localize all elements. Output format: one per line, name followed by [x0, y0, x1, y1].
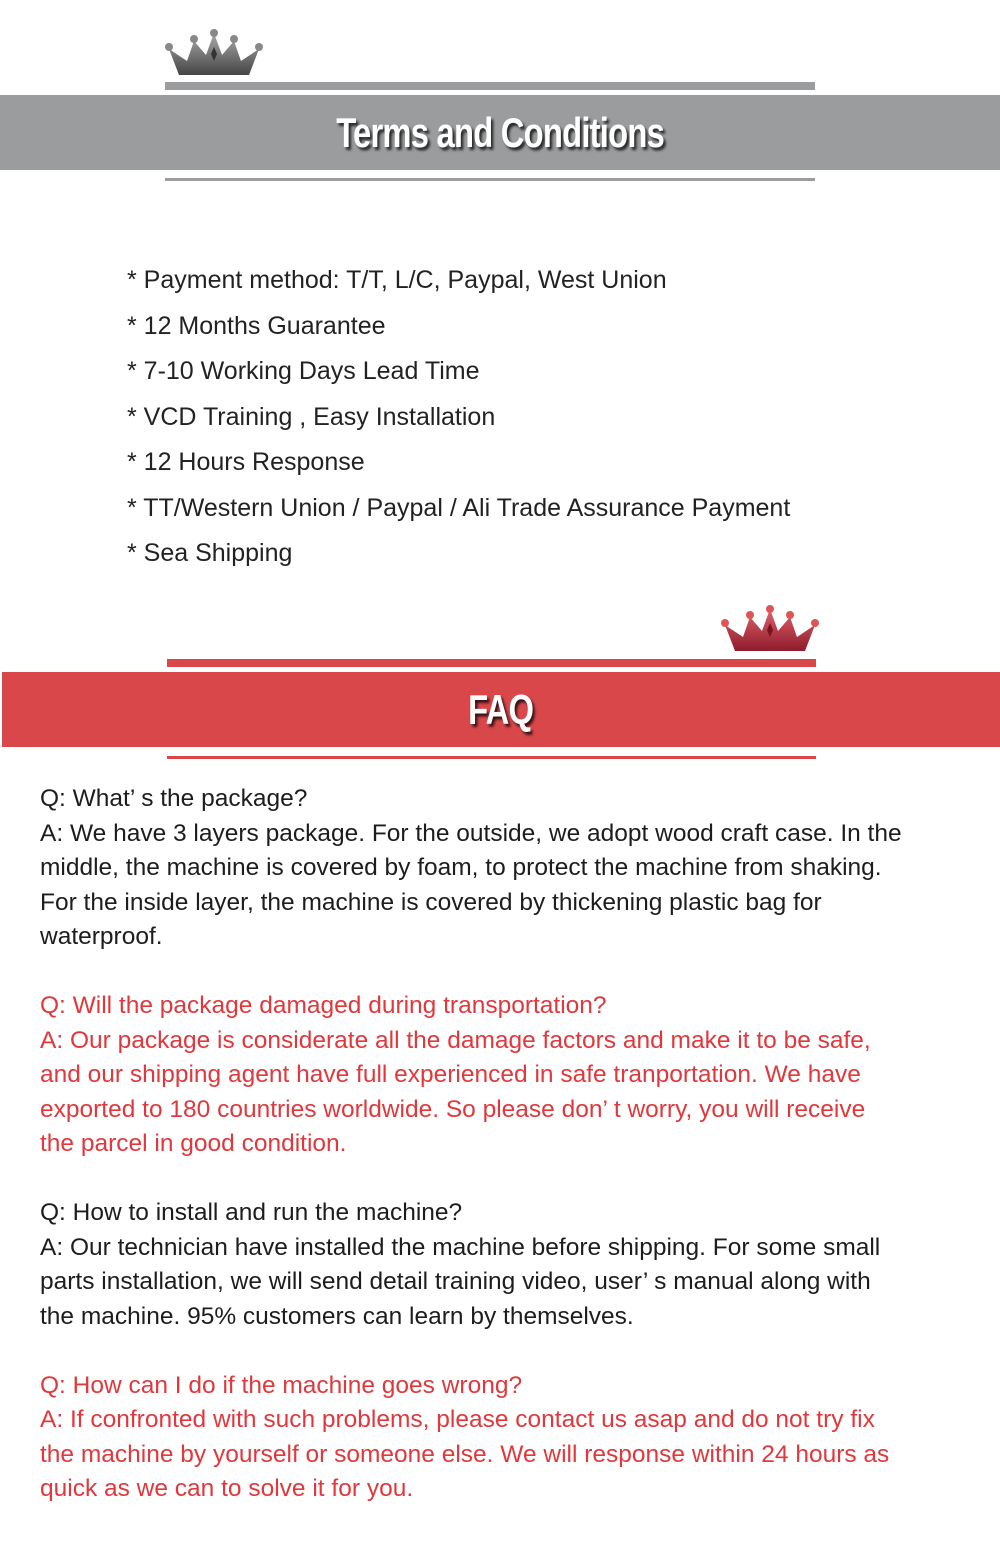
terms-item: * 7-10 Working Days Lead Time	[127, 357, 480, 385]
faq-answer-line: parts installation, we will send detail training video, user’ s manual along with	[40, 1268, 871, 1295]
faq-answer-line: A: Our technician have installed the machine before shipping. For some small	[40, 1233, 881, 1261]
faq-answer-line: A: If confronted with such problems, please contact us asap and do not try fix	[40, 1406, 875, 1433]
terms-item: * Payment method: T/T, L/C, Paypal, West Union	[127, 266, 667, 294]
terms-title: Terms and Conditions	[336, 108, 664, 156]
faq-rule-bottom	[167, 756, 816, 759]
terms-banner	[0, 95, 1000, 170]
faq-list	[40, 781, 902, 1506]
crown-icon	[165, 29, 263, 79]
faq-answer-line: For the inside layer, the machine is covered by thickening plastic bag for	[40, 888, 822, 916]
header-rule-top	[165, 82, 815, 90]
faq-question: Q: How can I do if the machine goes wrong?	[40, 1371, 523, 1399]
faq-answer-line: the machine by yourself or someone else. We will response within 24 hours as	[40, 1440, 890, 1468]
faq-rule-top	[167, 659, 816, 667]
faq-title: FAQ	[468, 685, 534, 733]
faq-answer-line: A: We have 3 layers package. For the outside, we adopt wood craft case. In the	[40, 819, 902, 847]
terms-list	[127, 262, 790, 581]
terms-item: * TT/Western Union / Paypal / Ali Trade Assurance Payment	[127, 493, 791, 522]
crown-icon	[721, 605, 819, 655]
faq-question: Q: How to install and run the machine?	[40, 1199, 463, 1226]
terms-item: * Sea Shipping	[127, 539, 293, 567]
faq-entry	[40, 1195, 902, 1333]
faq-answer-line: and our shipping agent have full experienced in safe tranportation. We have	[40, 1061, 861, 1088]
faq-answer-line: A: Our package is considerate all the damage factors and make it to be safe,	[40, 1026, 871, 1054]
faq-answer-line: middle, the machine is covered by foam, to protect the machine from shaking.	[40, 854, 882, 881]
faq-entry	[40, 988, 902, 1161]
faq-question: Q: Will the package damaged during transportation?	[40, 992, 607, 1019]
header-rule-bottom	[165, 178, 815, 181]
faq-banner	[2, 672, 1000, 747]
terms-item: * 12 Months Guarantee	[127, 311, 386, 340]
faq-answer-line: the parcel in good condition.	[40, 1130, 347, 1157]
faq-question: Q: What’ s the package?	[40, 785, 308, 812]
terms-item: * VCD Training , Easy Installation	[127, 402, 496, 431]
faq-answer-line: waterproof.	[40, 923, 163, 950]
faq-answer-line: the machine. 95% customers can learn by themselves.	[40, 1302, 634, 1330]
faq-answer-line: exported to 180 countries worldwide. So please don’ t worry, you will receive	[40, 1095, 866, 1123]
terms-item: * 12 Hours Response	[127, 448, 365, 476]
faq-answer-line: quick as we can to solve it for you.	[40, 1475, 414, 1502]
faq-entry	[40, 1368, 902, 1506]
faq-entry	[40, 781, 902, 954]
